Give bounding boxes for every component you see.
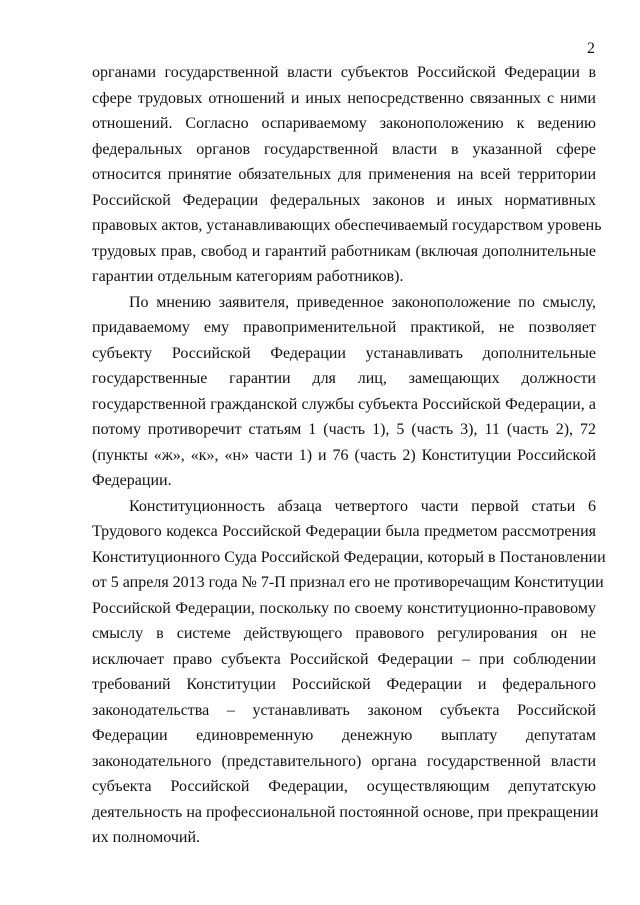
text-line: деятельность на профессиональной постоянной основе, при прекращении xyxy=(92,803,599,821)
text-line: трудовых прав, свобод и гарантий работникам (включая дополнительные xyxy=(92,242,596,260)
text-line: смыслу в системе действующего правового регулирования он не xyxy=(92,625,596,642)
paragraph xyxy=(92,290,596,494)
text-line: Конституционного Суда Российской Федерации, который в Постановлении xyxy=(92,548,606,566)
document-body xyxy=(92,60,606,851)
page-number: 2 xyxy=(587,40,595,57)
text-line: Федерации единовременную денежную выплату депутатам xyxy=(92,727,596,744)
text-line: По мнению заявителя, приведенное законоположение по смыслу, xyxy=(129,293,596,311)
text-line: Федерации. xyxy=(92,472,172,489)
text-line: субъекту Российской Федерации устанавливать дополнительные xyxy=(92,344,596,362)
text-line: государственные гарантии для лиц, замещающих должности xyxy=(92,370,596,387)
text-line: субъекта Российской Федерации, осуществляющим депутатскую xyxy=(92,778,596,795)
text-line: (пункты «ж», «к», «н» части 1) и 76 (часть 2) Конституции Российской xyxy=(92,446,596,464)
text-line: органами государственной власти субъектов Российской Федерации в xyxy=(92,64,596,81)
text-line: их полномочий. xyxy=(92,829,201,846)
paragraph xyxy=(92,60,602,290)
text-line: федеральных органов государственной власти в указанной сфере xyxy=(92,140,596,158)
text-line: Трудового кодекса Российской Федерации была предметом рассмотрения xyxy=(92,523,596,540)
text-line: отношений. Согласно оспариваемому законоположению к ведению xyxy=(92,115,596,132)
text-line: Конституционность абзаца четвертого части первой статьи 6 xyxy=(129,497,596,515)
text-line: Российской Федерации федеральных законов и иных нормативных xyxy=(92,191,596,209)
text-line: относится принятие обязательных для применения на всей территории xyxy=(92,166,596,183)
text-line: законодательства – устанавливать законом субъекта Российской xyxy=(92,701,596,719)
text-line: сфере трудовых отношений и иных непосредственно связанных с ними xyxy=(92,89,596,107)
text-line: гарантии отдельным категориям работников). xyxy=(92,268,404,285)
text-line: от 5 апреля 2013 года № 7-П признал его не противоречащим Конституции xyxy=(92,574,604,591)
text-line: законодательного (представительного) органа государственной власти xyxy=(92,752,596,770)
text-line: исключает право субъекта Российской Федерации – при соблюдении xyxy=(92,650,596,668)
text-line: Российской Федерации, поскольку по своему конституционно-правовому xyxy=(92,599,596,617)
text-line: потому противоречит статьям 1 (часть 1), 5 (часть 3), 11 (часть 2), 72 xyxy=(92,421,596,438)
text-line: правовых актов, устанавливающих обеспечиваемый государством уровень xyxy=(92,217,602,234)
paragraph xyxy=(92,494,606,851)
text-line: требований Конституции Российской Федерации и федерального xyxy=(92,676,596,693)
text-line: придаваемому ему правоприменительной практикой, не позволяет xyxy=(92,319,596,336)
text-line: государственной гражданской службы субъекта Российской Федерации, а xyxy=(92,395,596,413)
